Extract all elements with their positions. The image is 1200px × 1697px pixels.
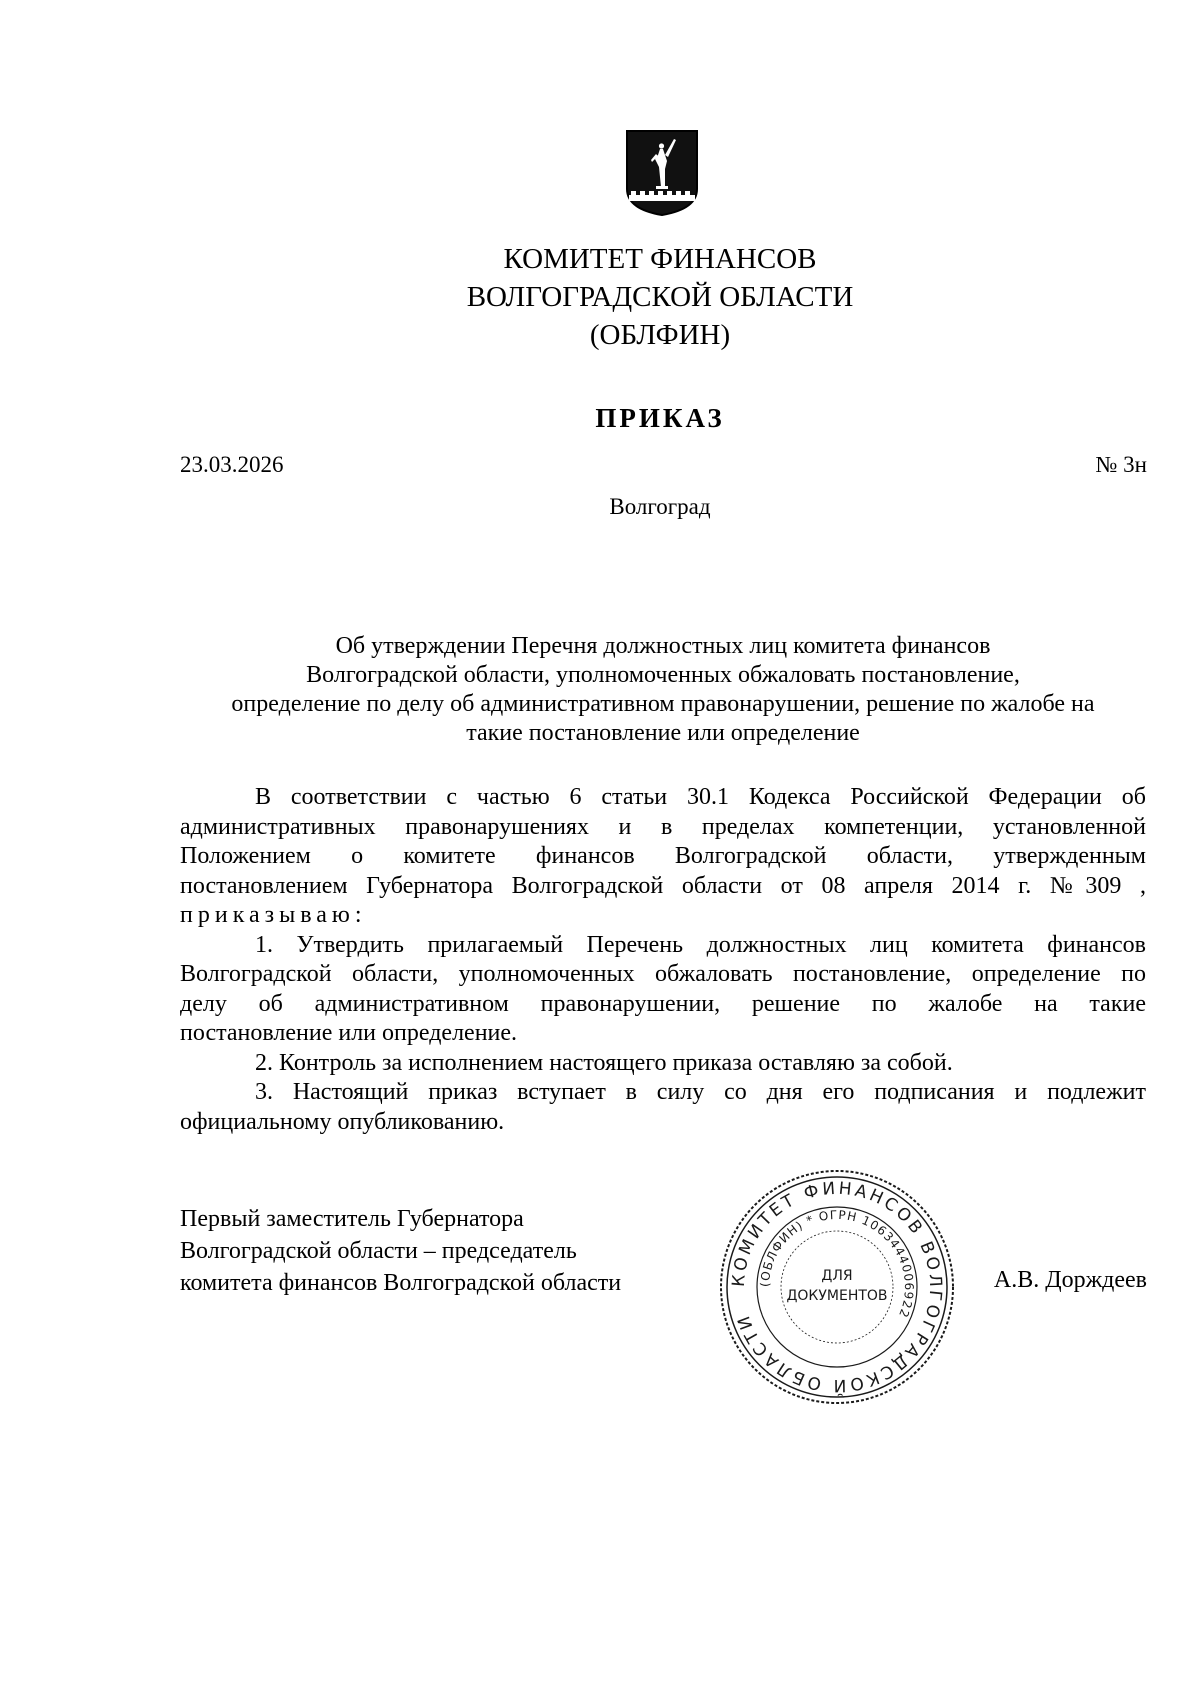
preamble-line: Положением о комитете финансов Волгоградской области, утвержденным xyxy=(180,843,1146,869)
subject-line: такие постановление или определение xyxy=(466,720,860,746)
signatory-position-line: Первый заместитель Губернатора xyxy=(180,1206,524,1232)
organization-abbreviation: (ОБЛФИН) xyxy=(589,319,731,351)
document-body xyxy=(180,783,1146,1137)
seal-outer-text: КОМИТЕТ ФИНАНСОВ ВОЛГОГРАДСКОЙ ОБЛАСТИ xyxy=(728,1178,946,1396)
item-3-line: официальному опубликованию. xyxy=(180,1108,505,1135)
document-date: 23.03.2026 xyxy=(180,452,284,477)
preamble-line: постановлением Губернатора Волгоградской области от 08 апреля 2014 г. №309 , xyxy=(180,872,1146,899)
volgograd-coat-of-arms-icon xyxy=(625,129,699,217)
preamble-line: В соответствии с частью 6 статьи 30.1 Кодекса Российской Федерации об xyxy=(255,784,1146,810)
seal-middle-text: (ОБЛФИН) * ОГРН 1063444006922 xyxy=(757,1207,917,1321)
document-number: № 3н xyxy=(1095,452,1147,477)
subject-line: Волгоградской области, уполномоченных обжаловать постановление, xyxy=(306,662,1020,688)
signatory-position-line: Волгоградской области – председатель xyxy=(180,1238,577,1264)
official-seal xyxy=(718,1168,956,1406)
document-subject xyxy=(180,632,1146,748)
organization-name-line-1: КОМИТЕТ ФИНАНСОВ xyxy=(503,243,817,275)
item-1-line: Волгоградской области, уполномоченных обжаловать постановление, определение по xyxy=(180,961,1146,987)
subject-line: определение по делу об административном правонарушении, решение по жалобе на xyxy=(231,691,1095,717)
order-word: приказываю: xyxy=(180,902,367,928)
item-3-line: 3. Настоящий приказ вступает в силу со дня его подписания и подлежит xyxy=(255,1079,1146,1105)
signatory-name: А.В. Дорждеев xyxy=(993,1267,1147,1293)
item-1-line: 1. Утвердить прилагаемый Перечень должностных лиц комитета финансов xyxy=(255,931,1146,958)
item-1-line: постановление или определение. xyxy=(180,1020,518,1046)
signatory-position xyxy=(180,1203,621,1299)
item-1-line: делу об административном правонарушении, решение по жалобе на такие xyxy=(180,990,1146,1017)
subject-line: Об утверждении Перечня должностных лиц комитета финансов xyxy=(335,633,991,659)
seal-center-line-1: ДЛЯ xyxy=(821,1268,853,1284)
signatory-position-line: комитета финансов Волгоградской области xyxy=(180,1270,622,1296)
preamble-line: административных правонарушениях и в пределах компетенции, установленной xyxy=(180,813,1146,840)
document-type-title: ПРИКАЗ xyxy=(595,403,725,433)
seal-center-line-2: ДОКУМЕНТОВ xyxy=(786,1288,888,1304)
organization-name-line-2: ВОЛГОГРАДСКОЙ ОБЛАСТИ xyxy=(466,281,854,313)
document-city: Волгоград xyxy=(609,494,711,519)
item-2: 2. Контроль за исполнением настоящего приказа оставляю за собой. xyxy=(255,1049,953,1076)
